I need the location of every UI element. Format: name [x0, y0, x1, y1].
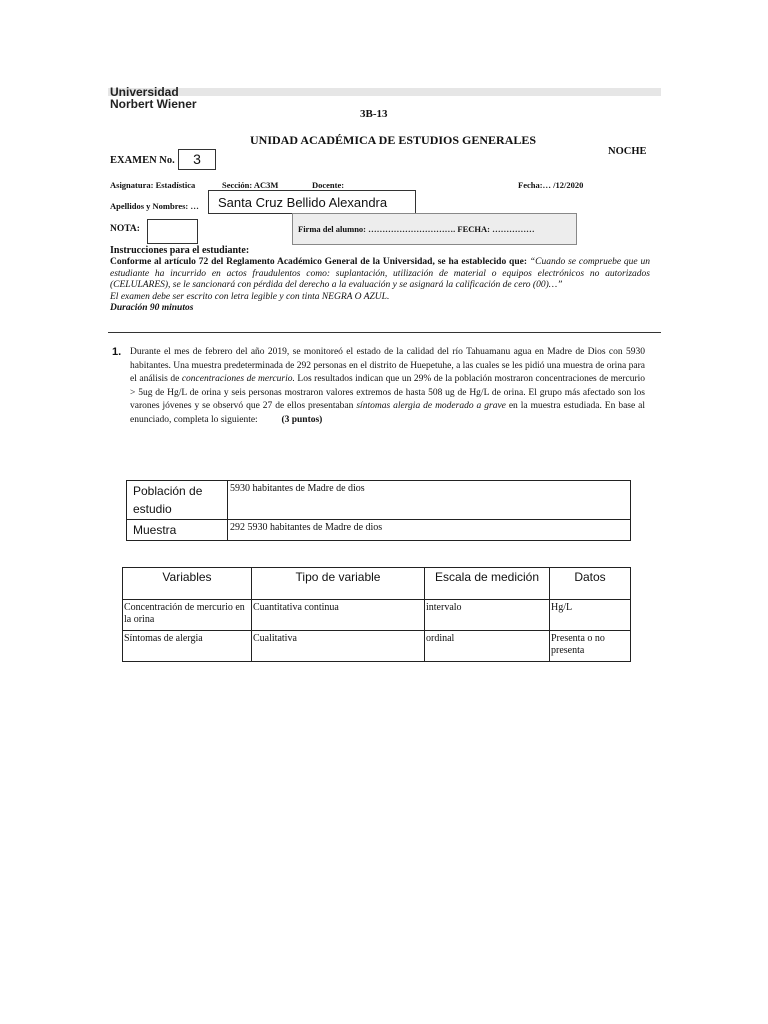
table-row — [127, 481, 631, 520]
table-cell[interactable]: Síntomas de alergia — [123, 631, 252, 662]
table-cell[interactable]: Concentración de mercurio en la orina — [123, 600, 252, 631]
table-cell[interactable]: intervalo — [425, 600, 550, 631]
table-cell-value[interactable]: 292 5930 habitantes de Madre de dios — [228, 520, 631, 541]
exam-number-label: EXAMEN No. — [110, 155, 175, 166]
logo-line-2: Norbert Wiener — [110, 97, 197, 111]
name-field[interactable]: Santa Cruz Bellido Alexandra — [208, 190, 416, 214]
question-text-d: síntomas alergia de moderado a grave — [356, 401, 506, 411]
instructions-quote: “Cuando se compruebe que un estudiante ha incurrido en actos fraudulentos como: suplantación, utilización de material o equipos electrónicos no autorizados (CELULARES), se le sancionará con pérdida del derecho a la evaluación y se asignará la calificación de cero (00)…” — [110, 257, 650, 290]
grade-field[interactable] — [147, 219, 198, 244]
section-label: Sección: AC3M — [222, 180, 279, 190]
table-cell[interactable]: Hg/L — [550, 600, 631, 631]
shift-label: NOCHE — [608, 146, 647, 157]
question-points: (3 puntos) — [281, 414, 323, 425]
question-text — [130, 346, 645, 427]
teacher-label: Docente: — [312, 180, 345, 190]
table-cell-value[interactable]: 5930 habitantes de Madre de dios — [228, 481, 631, 520]
signature-line: Firma del alumno: …………………………. FECHA: …………… — [298, 224, 535, 234]
instructions-body — [110, 257, 650, 315]
grade-label: NOTA: — [110, 224, 140, 234]
question-text-e: en la muestra estudiada. En base al enunciado, completa lo siguiente: — [130, 401, 646, 425]
column-header: Tipo de variable — [252, 568, 425, 600]
subject-label: Asignatura: Estadística — [110, 180, 196, 190]
table-row — [127, 520, 631, 541]
name-label: Apellidos y Nombres: … — [110, 201, 199, 211]
instructions-p1: Conforme al artículo 72 del Reglamento Académico General de la Universidad, se ha establecido que: — [110, 257, 530, 267]
table-cell-label: Muestra — [127, 520, 228, 541]
question-text-a: Durante el mes de febrero del año 2019, se monitoreó el estado de la calidad del río Tahuamanu agua en Madre de Dios con 5930 habitantes. Una muestra predeterminada de 292 personas en el distrito de Huepetuhe, a las cuales se les pidió una muestra de orina para el análisis de — [130, 347, 645, 384]
exam-number-value[interactable]: 3 — [178, 149, 216, 170]
table-row — [123, 600, 631, 631]
column-header: Variables — [123, 568, 252, 600]
table-cell-label: Población de estudio — [127, 481, 228, 520]
divider — [108, 332, 661, 333]
instructions-p2: El examen debe ser escrito con letra legible y con tinta NEGRA O AZUL. — [110, 291, 390, 302]
instructions-title: Instrucciones para el estudiante: — [110, 245, 250, 256]
instructions-p3: Duración 90 minutos — [110, 303, 194, 313]
question-text-b: concentraciones de mercurio. — [181, 374, 295, 384]
table-cell[interactable]: Cualitativa — [252, 631, 425, 662]
table-header-row — [123, 568, 631, 600]
population-table — [126, 480, 631, 541]
question-text-c: Los resultados indican que un 29% de la población mostraron concentraciones de mercurio > 5ug de Hg/L de orina y seis personas mostraron valores extremos de hasta 508 ug de Hg/L de orina. El grupo más afectado son los varones jóvenes y se observó que 27 de ellos presentaban — [130, 374, 645, 411]
university-logo — [110, 86, 197, 110]
column-header: Escala de medición — [425, 568, 550, 600]
table-cell[interactable]: ordinal — [425, 631, 550, 662]
logo-line-1: Universidad — [110, 85, 179, 99]
date-label: Fecha:… /12/2020 — [518, 180, 584, 190]
variables-table — [122, 567, 631, 662]
unit-title: UNIDAD ACADÉMICA DE ESTUDIOS GENERALES — [250, 133, 537, 147]
table-cell[interactable]: Cuantitativa continua — [252, 600, 425, 631]
column-header: Datos — [550, 568, 631, 600]
question-number: 1. — [112, 346, 122, 358]
exam-code: 3B-13 — [360, 108, 388, 120]
table-row — [123, 631, 631, 662]
table-cell[interactable]: Presenta o no presenta — [550, 631, 631, 662]
